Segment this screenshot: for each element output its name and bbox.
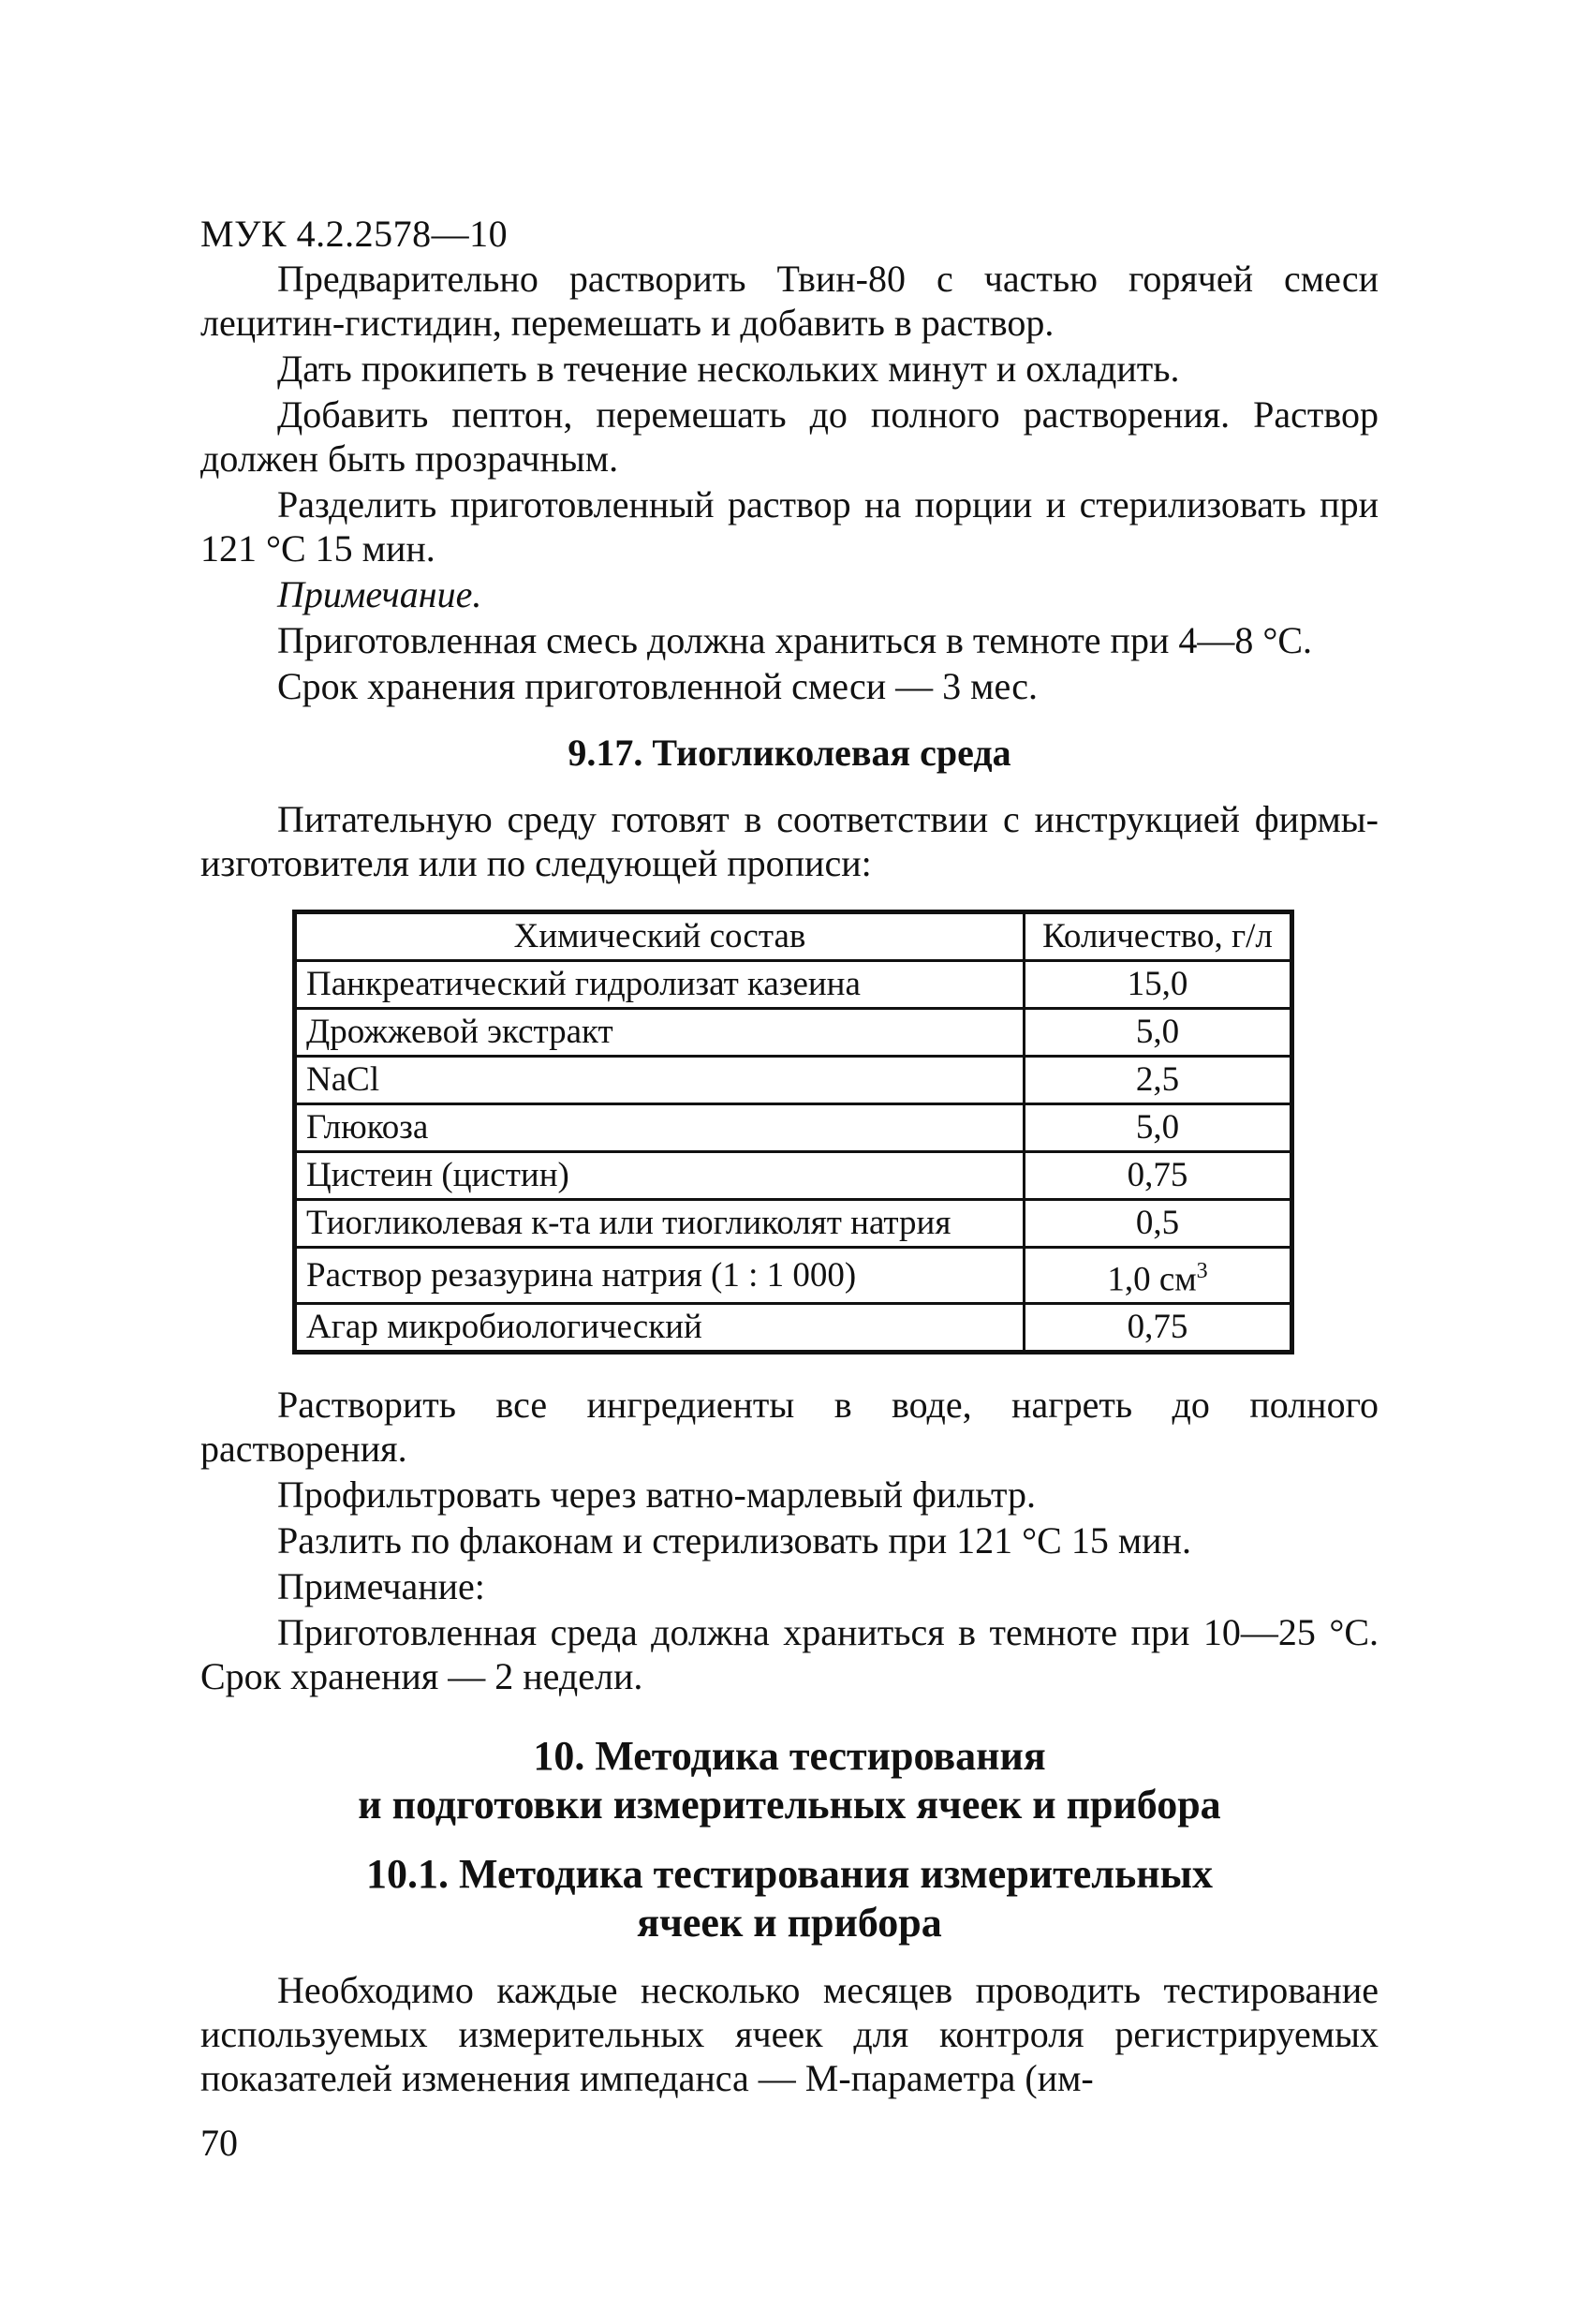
section-101-title-line2: ячеек и прибора <box>637 1900 942 1947</box>
qty-value: 1,0 см <box>1107 1260 1197 1299</box>
table-header-qty: Количество, г/л <box>1025 912 1292 961</box>
paragraph: Разделить приготовленный раствор на порции и стерилизовать при 121 °С 15 мин. <box>200 483 1379 570</box>
paragraph: Профильтровать через ватно-марлевый фильтр. <box>277 1473 1036 1517</box>
paragraph: Срок хранения приготовленной смеси — 3 мес. <box>277 665 1038 707</box>
page-number: 70 <box>200 2122 238 2164</box>
paragraph: Приготовленная среда должна храниться в темноте при 10—25 °С. Срок хранения — 2 недели. <box>200 1611 1379 1698</box>
table-row <box>295 1304 1292 1353</box>
table-cell-qty: 0,75 <box>1025 1304 1292 1353</box>
table-cell-name: Тиогликолевая к-та или тиогликолят натрия <box>295 1200 1025 1248</box>
table-row <box>295 961 1292 1009</box>
table-row <box>295 1248 1292 1304</box>
paragraph: Разлить по флаконам и стерилизовать при 121 °С 15 мин. <box>277 1519 1191 1562</box>
table-cell-qty: 0,75 <box>1025 1152 1292 1200</box>
table-cell-name: Дрожжевой экстракт <box>295 1009 1025 1057</box>
note-label: Примечание: <box>277 1565 485 1608</box>
table-cell-qty: 5,0 <box>1025 1009 1292 1057</box>
table-cell-name: Агар микробиологический <box>295 1304 1025 1353</box>
table-cell-name: NaCl <box>295 1057 1025 1104</box>
section-917-title: 9.17. Тиогликолевая среда <box>568 732 1011 774</box>
paragraph: Предварительно растворить Твин-80 с частью горячей смеси лецитин-гистидин, перемешать и добавить в раствор. <box>200 258 1379 344</box>
table-cell-qty: 5,0 <box>1025 1104 1292 1152</box>
section-10-title-line2: и подготовки измерительных ячеек и прибора <box>358 1782 1221 1828</box>
table-row <box>295 1152 1292 1200</box>
table-cell-qty: 2,5 <box>1025 1057 1292 1104</box>
table-row <box>295 1104 1292 1152</box>
table-cell-name: Глюкоза <box>295 1104 1025 1152</box>
paragraph: Дать прокипеть в течение нескольких минут и охладить. <box>277 348 1180 390</box>
table-cell-qty <box>1025 1248 1292 1304</box>
paragraph: Необходимо каждые несколько месяцев проводить тестирование используемых измерительных ячеек для контроля регистрируемых показателей изменения импеданса — М-параметра (им- <box>200 1969 1379 2100</box>
table-cell-qty: 15,0 <box>1025 961 1292 1009</box>
table-cell-qty: 0,5 <box>1025 1200 1292 1248</box>
section-101-title: 10.1. Методика тестирования измерительных <box>366 1851 1213 1898</box>
table-row <box>295 1057 1292 1104</box>
table-cell-name: Раствор резазурина натрия (1 : 1 000) <box>295 1248 1025 1304</box>
table-header-row <box>295 912 1292 961</box>
section-10-title: 10. Методика тестирования <box>533 1733 1046 1780</box>
note-label: Примечание. <box>277 573 482 615</box>
table-row <box>295 1200 1292 1248</box>
table-row <box>295 1009 1292 1057</box>
table-header-name: Химический состав <box>295 912 1025 961</box>
table-cell-name: Цистеин (цистин) <box>295 1152 1025 1200</box>
composition-table <box>292 910 1294 1354</box>
paragraph: Добавить пептон, перемешать до полного растворения. Раствор должен быть прозрачным. <box>200 393 1379 480</box>
paragraph: Приготовленная смесь должна храниться в темноте при 4—8 °С. <box>277 619 1313 661</box>
document-header: МУК 4.2.2578—10 <box>200 213 509 255</box>
content-block-top <box>200 257 1379 2102</box>
paragraph: Питательную среду готовят в соответствии с инструкцией фирмы-изготовителя или по следующей прописи: <box>200 798 1379 884</box>
table-cell-name: Панкреатический гидролизат казеина <box>295 961 1025 1009</box>
qty-unit-superscript: 3 <box>1196 1259 1208 1283</box>
paragraph: Растворить все ингредиенты в воде, нагреть до полного растворения. <box>200 1384 1379 1471</box>
